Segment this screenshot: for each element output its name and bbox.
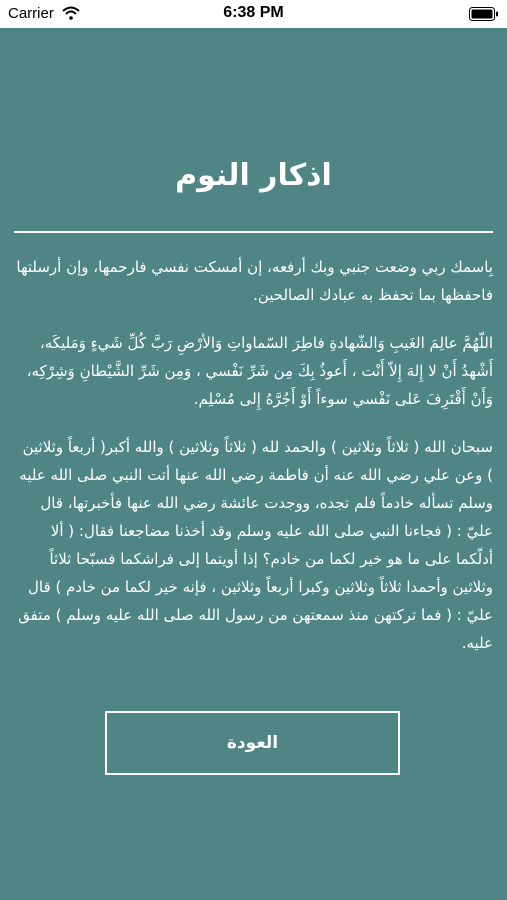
back-button[interactable]: العودة [105, 711, 400, 775]
dhikr-paragraph-2: اللّهُمَّ عالِمَ الغَيبِ وَالشّهادةِ فاطِرَ السّماواتِ وَالأرْضِ رَبَّ كُلِّ شَيءٍ وَمَليكَه، أَشْهدُ أَنْ لا إِلهَ إِلاّ أَنْت ، أَعوذُ بِكَ مِن شَرِّ نَفْسي ، وَمِن شَرِّ الشَّيْطانِ وَشِرْكِه، وَأَنْ أَقْتَرِفَ عَلى نَفْسي سوءاً أَوْ أَجُرَّهُ إِلى مُسْلِم. [26, 334, 493, 408]
status-time: 6:38 PM [223, 4, 284, 21]
dhikr-paragraph-3: سبحان الله ( ثلاثاً وثلاثين ) والحمد لله ( ثلاثاً وثلاثين ) والله أكبر( أربعاً وثلاثين ) وعن علي رضي الله عنه أن فاطمة رضي الله عنها أتت النبي صلى الله عليه وسلم تسأله خادماً فلم تجده، ووجدت عائشة رضي الله عنها فأخبرتها، قال عليّ : ( فجاءنا النبي صلى الله عليه وسلم وقد أخذنا مضاجعنا فقال: ( ألا أدلّكما على ما هو خير لكما من خادم؟ إذا أويتما إلى فراشكما فسبّحا ثلاثاً وثلاثين وأحمدا ثلاثاً وثلاثين وكبرا أربعاً وثلاثين ، فإنه خير لكما من خادم ) قال عليّ : ( فما تركتهن منذ سمعتهن من رسول الله صلى الله عليه وسلم ) متفق عليه. [18, 438, 493, 652]
page-title: اذكار النوم [175, 158, 332, 193]
dhikr-content [14, 253, 493, 677]
battery-icon [469, 7, 499, 21]
dhikr-paragraph-1: بِاسمك ربي وضعت جنبي وبك أرفعه، إن أمسكت نفسي فارحمها، وإن أرسلتها فاحفظها بما تحفظ به عبادك الصالحين. [16, 258, 493, 304]
carrier-label: Carrier [8, 5, 54, 22]
status-bar [0, 0, 507, 28]
title-divider [14, 231, 493, 233]
